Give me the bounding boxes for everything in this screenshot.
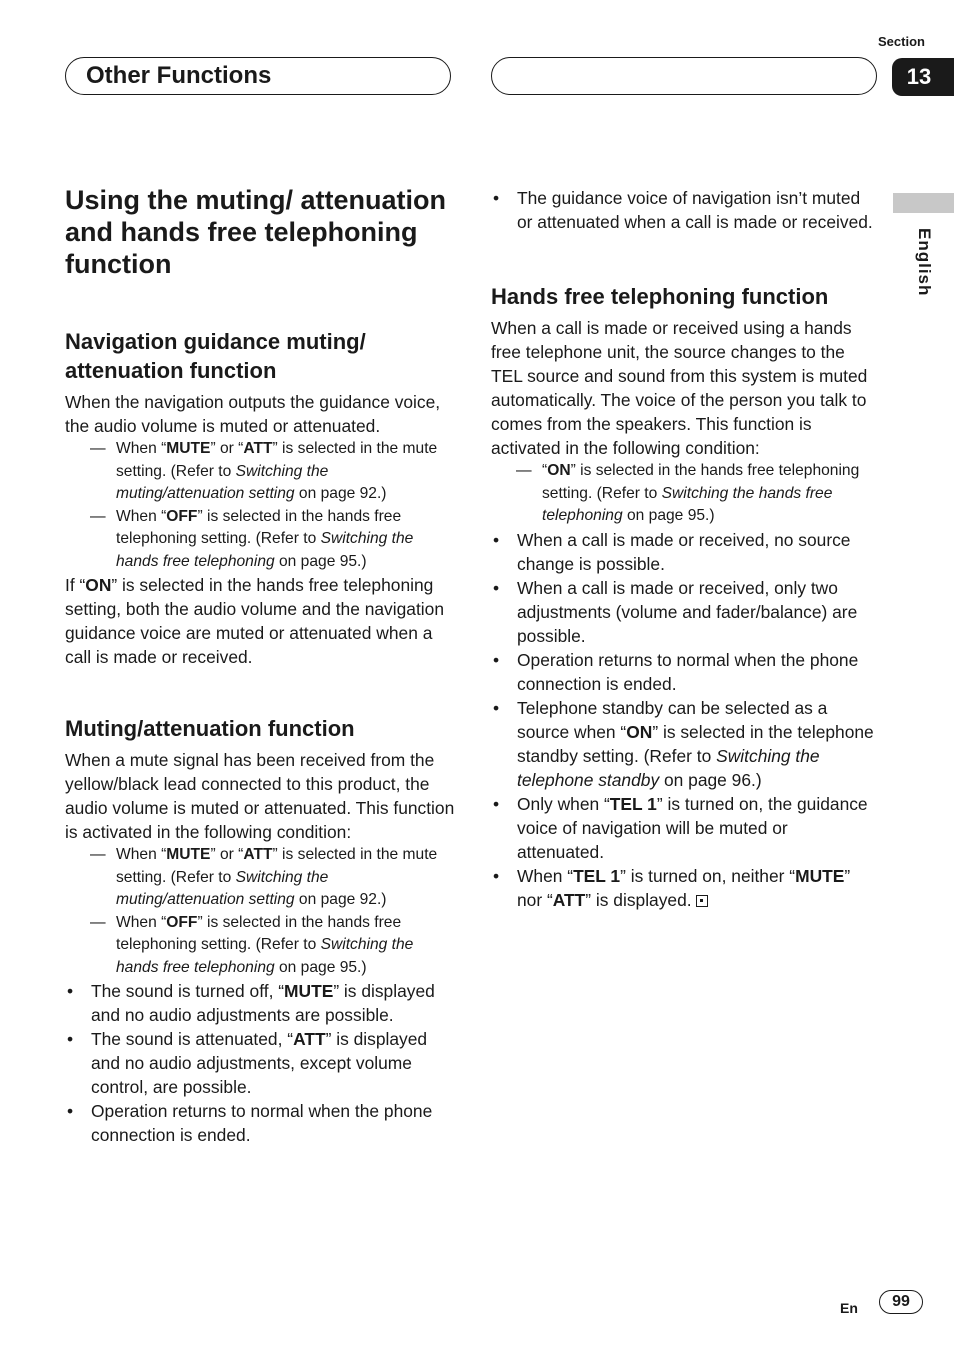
page-title: Using the muting/ attenuation and hands free telephoning function bbox=[65, 185, 446, 279]
nav-muting-intro: When the navigation outputs the guidance voice, the audio volume is muted or attenuated. bbox=[65, 392, 441, 436]
language-tab-label: English bbox=[915, 228, 934, 297]
hands-free-bullet-6: • When “TEL 1” is turned on, neither “MUTE” nor “ATT” is displayed. bbox=[491, 864, 877, 912]
muting-heading: Muting/attenuation function bbox=[65, 716, 355, 741]
muting-dash-item-1: — When “MUTE” or “ATT” is selected in the mute setting. (Refer to Switching the muting/attenuation setting on page 92.) bbox=[65, 844, 457, 912]
hands-free-heading: Hands free telephoning function bbox=[491, 284, 829, 309]
muting-bullet-1: • The sound is turned off, “MUTE” is displayed and no audio adjustments are possible. bbox=[65, 979, 457, 1027]
hands-free-intro: When a call is made or received using a hands free telephone unit, the source changes to the TEL source and sound from this system is muted automatically. The voice of the person you talk to comes from the speakers. This function is activated in the following condition: bbox=[491, 318, 868, 458]
nav-dash-item-1: — When “MUTE” or “ATT” is selected in the mute setting. (Refer to Switching the muting/attenuation setting on page 92.) bbox=[65, 438, 457, 506]
reference-link: Switching the muting/attenuation setting bbox=[116, 462, 329, 502]
muting-bullet-3: • Operation returns to normal when the phone connection is ended. bbox=[65, 1099, 457, 1147]
language-tab-bar bbox=[893, 193, 954, 213]
chapter-title: Other Functions bbox=[65, 57, 451, 95]
reference-link: Switching the telephone standby bbox=[517, 745, 820, 790]
hands-free-dash-item-1: — “ON” is selected in the hands free telephoning setting. (Refer to Switching the hands free telephoning on page 95.) bbox=[491, 460, 877, 528]
left-column bbox=[65, 184, 457, 1147]
hands-free-bullet-3: • Operation returns to normal when the phone connection is ended. bbox=[491, 648, 877, 696]
hands-free-bullet-4: • Telephone standby can be selected as a source when “ON” is selected in the telephone standby setting. (Refer to Switching the telephone standby on page 96.) bbox=[491, 696, 877, 792]
reference-link: Switching the hands free telephoning bbox=[116, 936, 414, 976]
right-column bbox=[491, 186, 877, 912]
muting-bullet-2: • The sound is attenuated, “ATT” is displayed and no audio adjustments, except volume control, are possible. bbox=[65, 1027, 457, 1099]
guidance-voice-bullet: • The guidance voice of navigation isn’t muted or attenuated when a call is made or received. bbox=[491, 186, 877, 234]
nav-muting-heading: Navigation guidance muting/ attenuation function bbox=[65, 329, 366, 383]
section-number-badge: 13 bbox=[892, 58, 954, 96]
nav-note: If “ON” is selected in the hands free telephoning setting, both the audio volume and the navigation guidance voice are muted or attenuated when a call is made or received. bbox=[65, 575, 445, 667]
hands-free-bullet-5: • Only when “TEL 1” is turned on, the guidance voice of navigation will be muted or attenuated. bbox=[491, 792, 877, 864]
page-number: 99 bbox=[879, 1290, 923, 1314]
nav-dash-item-2: — When “OFF” is selected in the hands free telephoning setting. (Refer to Switching the hands free telephoning on page 95.) bbox=[65, 506, 457, 574]
chapter-title-blank-pill bbox=[491, 57, 877, 95]
muting-dash-item-2: — When “OFF” is selected in the hands free telephoning setting. (Refer to Switching the hands free telephoning on page 95.) bbox=[65, 912, 457, 980]
reference-link: Switching the hands free telephoning bbox=[542, 484, 833, 524]
reference-link: Switching the hands free telephoning bbox=[116, 530, 414, 570]
section-end-icon bbox=[696, 895, 708, 907]
section-label: Section bbox=[878, 34, 925, 49]
reference-link: Switching the muting/attenuation setting bbox=[116, 868, 329, 908]
footer-language-code: En bbox=[840, 1300, 858, 1316]
hands-free-bullet-1: • When a call is made or received, no source change is possible. bbox=[491, 528, 877, 576]
muting-intro: When a mute signal has been received from the yellow/black lead connected to this product, the audio volume is muted or attenuated. This function is activated in the following condition: bbox=[65, 750, 455, 842]
hands-free-bullet-2: • When a call is made or received, only two adjustments (volume and fader/balance) are possible. bbox=[491, 576, 877, 648]
